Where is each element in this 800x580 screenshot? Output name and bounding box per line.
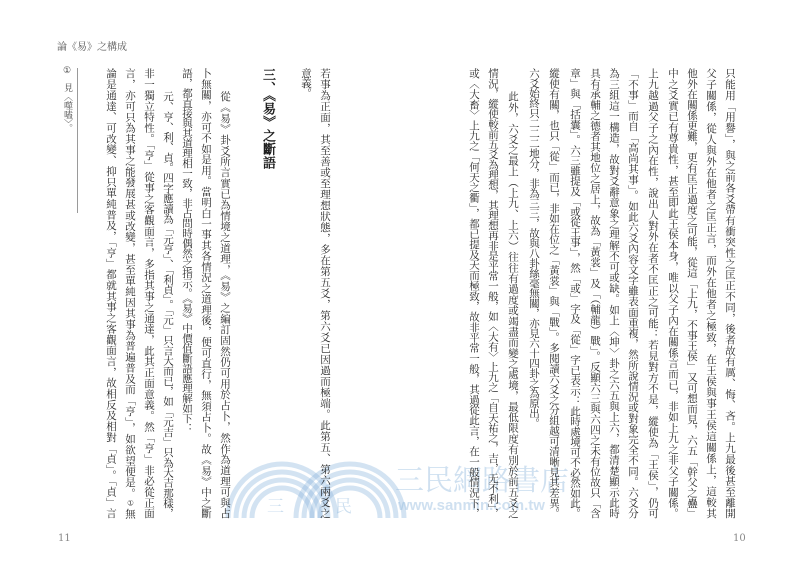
text-column: 父子關係，從人與外在他者之匡正言，而外在他者之極致，在王侯與事王侯這關係上，這較其 xyxy=(705,68,717,518)
text-column: 上九越過父子之內在性，說出人對外在者不匡正之可能：若見對方不是，縱使為「王侯」，仍可 xyxy=(647,68,659,518)
text-column: 「不事」而自「高尚其事」。如此六爻內容文字雖表面重複，然所說情況或對象完全不同。六爻分 xyxy=(627,68,639,518)
text-column: 縱使有關，也只「從」而已，非如在位之「黃裳」與「戰」。多閱讀六爻之分組越可清晰見其差異。 xyxy=(548,68,560,518)
text-column: 章」與「括囊」。六三雖提及「或從王事」，然「或」字及「從」字已表示：此時處境可不必然如此。 xyxy=(569,68,581,518)
text-column: 中之爻實已有尊貴性，甚至即此王侯本身，唯以父子內在關係言而已，非如上九之非父子關係。 xyxy=(667,68,679,518)
text-column: 情況，縱使較前五爻為理想，其理想再非是平常一般，如〈大有〉上九之「自天祐之，吉，无不利」， xyxy=(487,68,499,518)
paragraph-start-column: 此外，六爻之最上（上九、上六）往往有過度或竭盡而變之處境，最低限度有別於前五爻之 xyxy=(507,91,519,518)
text-column xyxy=(123,68,137,518)
text-column: 只能用「用譽」，與之前各爻帶有衝突性之匡正不同，後者故有厲、悔、吝。上九最後甚至離開 xyxy=(724,68,736,518)
text-column: 卜無關，亦可不如是用。當明白一事其各情況之道理後，便可直行，無須占卜。故《易》中之斷 xyxy=(200,68,212,518)
text-column: 他外在關係更難，更有匡正過度之可能，從這「上九，不事王侯」又可想而見，六五「幹父之蠱」 xyxy=(686,68,698,518)
watermark-url: www.sanmin.com.tw xyxy=(398,497,545,514)
right-page xyxy=(400,0,800,580)
text-column: 若事為正面，其至善或至理想狀態，多在第五爻，第六爻已因過而極端。此第五、第六兩爻之 xyxy=(319,68,331,518)
logo-char-min: 民 xyxy=(335,497,352,517)
footnote-marker: ① xyxy=(62,66,72,76)
page-number: 11 xyxy=(58,533,71,544)
logo-char-san: 三 xyxy=(267,497,284,517)
footnote-divider xyxy=(77,68,78,213)
section-heading: 三、《易》之斷語 xyxy=(260,68,275,170)
paragraph-start-column: 從《易》卦爻所言實已為情境之道理，《易》之編訂固然仍可用於占卜，然作為道理可與占 xyxy=(219,91,231,518)
text-column: 語，都直接與其道理相一致，非占問時偶然之指示。《易》中價值斷語應理解如下： xyxy=(181,68,193,433)
text-column: 論是通達、可改變、抑只單純普及，「亨」都就其事之客觀面言，故相反及相對「貞」。「貞」言 xyxy=(105,68,117,518)
column-text: 言，亦可只為其事之能發展甚或改變，甚至單純因其事為普遍普及而「亨」，如欲望便是。 xyxy=(124,68,136,499)
paragraph-start-column: 元、亨、利、貞。四字應讀為「元亨」、「利貞」。「元」只言大而已，如「元吉」只為大吉那樣， xyxy=(162,91,174,518)
text-column: 非一獨立特性。「亨」從事之客觀面言，多指其事之通達，此其正面意義。然「亨」非必從正面 xyxy=(143,68,155,518)
text-column: 具有承輔之德者其地位之居上，故為「黃裳」及「（輔龍）戰」。反顯六三與六四之未有位故只「含 xyxy=(589,68,601,518)
footnote-text: 見〈噬嗑〉。 xyxy=(62,83,72,133)
page-number: 10 xyxy=(733,533,746,544)
text-column: 為三組這一構造，故對爻辭意象之理解不可或缺。如上〈坤〉卦之六五與上六，都清楚顯示此時 xyxy=(608,68,620,518)
text-column: 六爻始終只二二二地分，非為三三，故與八卦絲毫無關，亦見六十四卦之為原出。 xyxy=(528,68,540,428)
watermark-store-name: 三民網路書店 xyxy=(395,463,570,497)
text-column: 意義。 xyxy=(300,68,312,98)
column-text: 無 xyxy=(124,508,136,519)
footnote-reference: ① xyxy=(126,498,135,509)
text-column: 或〈大畜〉上九之「何天之衢」，都已提及天而極致，故非平常一般，其過從此言，在一般情況下， xyxy=(468,68,480,518)
running-head: 論《易》之構成 xyxy=(57,42,127,53)
